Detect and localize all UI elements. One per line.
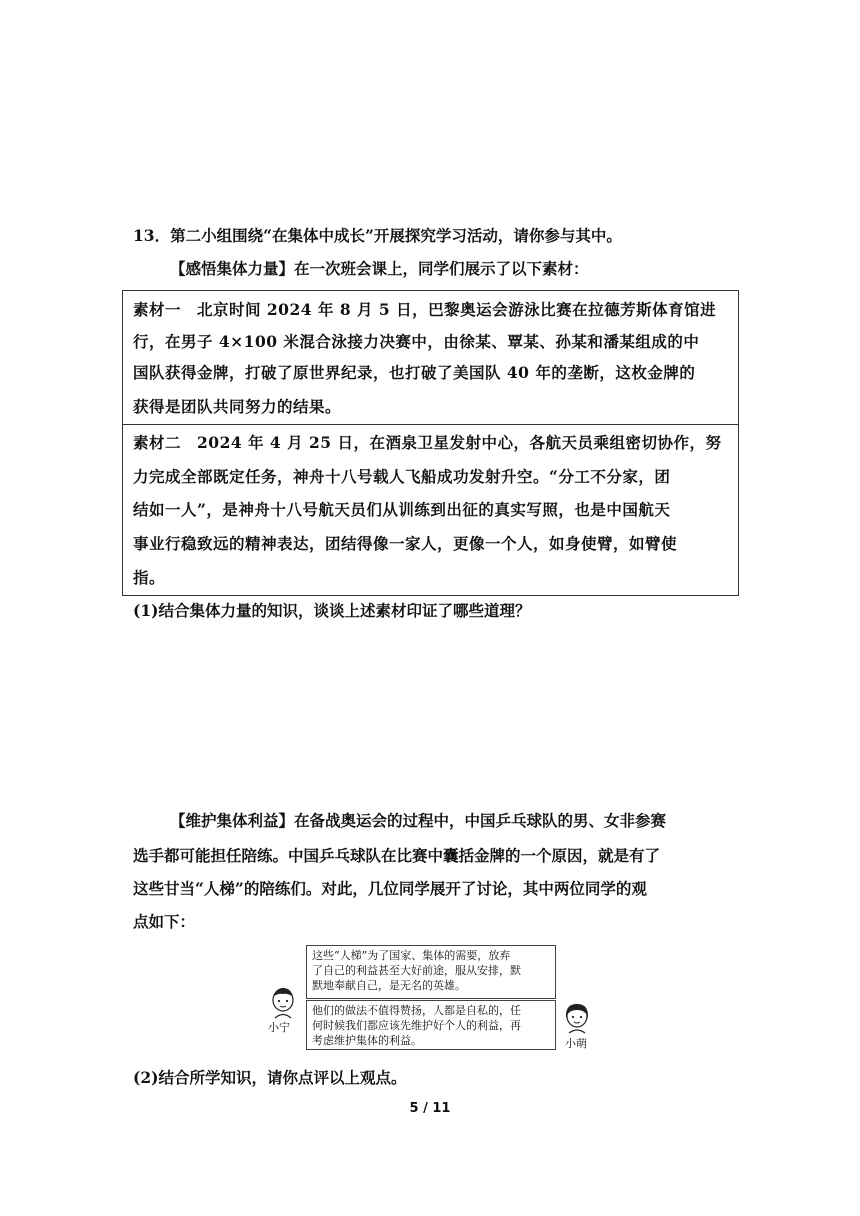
material1-line: 获得是团队共同努力的结果。 — [133, 397, 342, 416]
name-xiaoning: 小宁 — [268, 1021, 290, 1034]
intro2-line: 点如下： — [133, 912, 196, 931]
bubble2-line: 考虑维护集体的利益。 — [312, 1034, 422, 1047]
speech-bubble-xiaomeng — [306, 1000, 556, 1050]
question-title: 13．第二小组围绕“在集体中成长”开展探究学习活动，请你参与其中。 — [133, 226, 622, 245]
bubble1-line: 默地奉献自己，是无名的英雄。 — [312, 979, 466, 992]
sub-question-2: (2)结合所学知识，请你点评以上观点。 — [133, 1068, 407, 1087]
bubble2-line: 他们的做法不值得赞扬，人都是自私的，任 — [312, 1004, 521, 1017]
material-box-1 — [122, 290, 739, 425]
page-number: 5 / 11 — [409, 1101, 451, 1116]
bubble1-line: 了自己的利益甚至大好前途，服从安排，默 — [312, 964, 521, 977]
bubble1-line: 这些“人梯”为了国家、集体的需要，放弃 — [312, 949, 511, 962]
sub-question-1: (1)结合集体力量的知识，谈谈上述素材印证了哪些道理？ — [133, 601, 531, 620]
girl-figure-icon — [560, 1000, 594, 1034]
speech-bubble-xiaoning — [306, 945, 556, 999]
material1-line: 行，在男子 4×100 米混合泳接力决赛中，由徐某、覃某、孙某和潘某组成的中 — [133, 332, 700, 351]
material2-line: 指。 — [133, 568, 166, 587]
material2-line: 素材二 2024 年 4 月 25 日，在酒泉卫星发射中心，各航天员乘组密切协作，努 — [133, 433, 722, 452]
material2-line: 力完成全部既定任务，神舟十八号载人飞船成功发射升空。“分工不分家，团 — [133, 467, 671, 486]
name-xiaomeng: 小萌 — [565, 1037, 587, 1050]
material1-line: 素材一 北京时间 2024 年 8 月 5 日，巴黎奥运会游泳比赛在拉德芳斯体育馆进 — [133, 300, 717, 319]
material2-line: 结如一人”，是神舟十八号航天员们从训练到出征的真实写照，也是中国航天 — [133, 500, 671, 519]
material2-line: 事业行稳致远的精神表达，团结得像一家人，更像一个人，如身使臂，如臂使 — [133, 534, 678, 553]
section-intro-collective-power: 【感悟集体力量】在一次班会课上，同学们展示了以下素材： — [170, 259, 589, 278]
intro2-line: 这些甘当“人梯”的陪练们。对此，几位同学展开了讨论，其中两位同学的观 — [133, 879, 647, 898]
boy-figure-icon — [266, 985, 300, 1019]
intro2-line: 选手都可能担任陪练。中国乒乓球队在比赛中囊括金牌的一个原因，就是有了 — [133, 846, 661, 865]
material1-line: 国队获得金牌，打破了原世界纪录，也打破了美国队 40 年的垄断，这枚金牌的 — [133, 363, 696, 382]
material-box-2 — [122, 424, 739, 596]
bubble2-line: 何时候我们都应该先维护好个人的利益，再 — [312, 1019, 521, 1032]
opinion-illustration — [262, 945, 602, 1055]
intro2-line: 【维护集体利益】在备战奥运会的过程中，中国乒乓球队的男、女非参赛 — [170, 811, 667, 830]
